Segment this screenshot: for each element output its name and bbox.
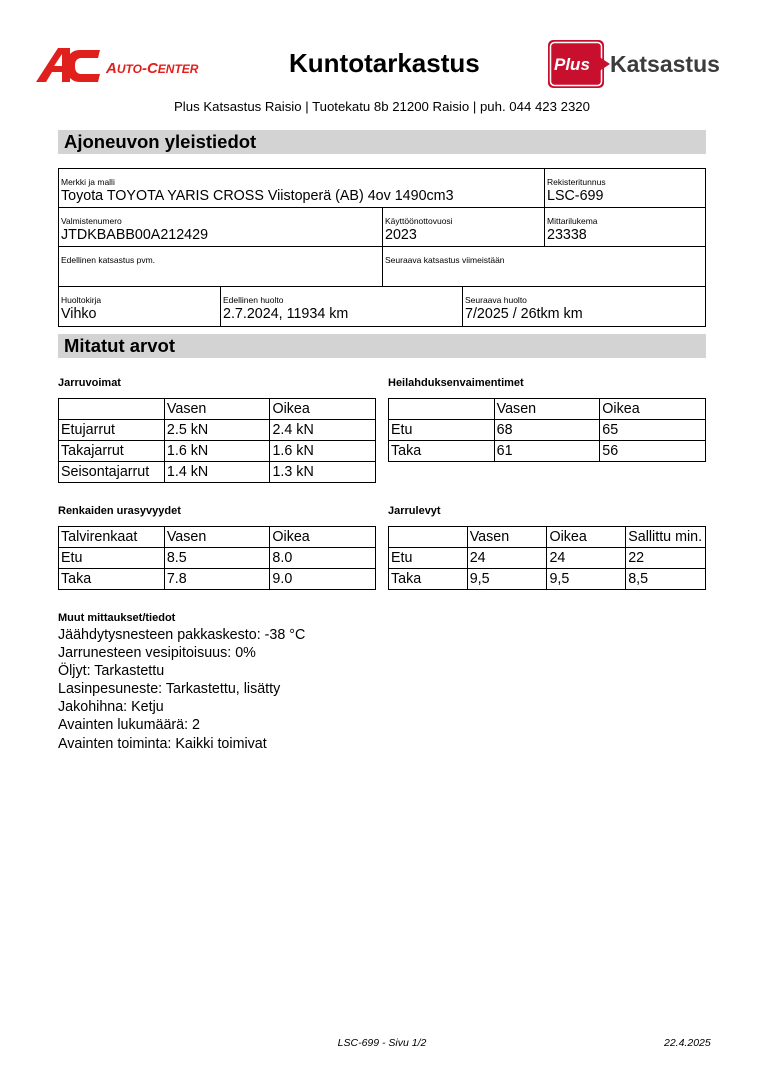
table-cell: Etu (389, 420, 495, 441)
section-header-measured (58, 334, 706, 358)
field-label: Valmistenumero (61, 216, 122, 226)
plus-katsastus-logo (548, 38, 734, 90)
list-item: Jakohihna: Ketju (58, 699, 164, 716)
table-row (389, 441, 706, 462)
tyres-title: Renkaiden urasyvyydet (58, 505, 181, 517)
table-cell: 24 (547, 548, 626, 569)
table-header-row (59, 399, 376, 420)
table-cell: Taka (389, 441, 495, 462)
table-header-row (389, 527, 706, 548)
vin-cell (58, 207, 383, 247)
list-item: Avainten toiminta: Kaikki toimivat (58, 735, 267, 752)
tyres-table (58, 526, 376, 590)
header-cell: Vasen (467, 527, 547, 548)
table-cell: 8.0 (270, 548, 376, 569)
header-cell (59, 399, 165, 420)
table-header-row (59, 527, 376, 548)
document-title: Kuntotarkastus (289, 48, 480, 78)
table-cell: 1.3 kN (270, 462, 376, 483)
field-label: Edellinen katsastus pvm. (61, 255, 156, 265)
table-cell: 9,5 (547, 569, 626, 590)
table-cell: 68 (494, 420, 600, 441)
table-cell: 2.4 kN (270, 420, 376, 441)
field-label: Seuraava huolto (465, 295, 527, 305)
shocks-table (388, 398, 706, 462)
list-item: Avainten lukumäärä: 2 (58, 717, 200, 734)
page-number: LSC-699 - Sivu 1/2 (337, 1037, 427, 1049)
field-value: 2023 (385, 227, 417, 243)
field-value: Toyota TOYOTA YARIS CROSS Viistoperä (AB) 4ov 1490cm3 (61, 188, 454, 204)
field-value: 7/2025 / 26tkm km (465, 306, 583, 322)
table-row (59, 548, 376, 569)
table-row (389, 420, 706, 441)
header-cell (389, 527, 468, 548)
field-value: Vihko (61, 306, 97, 322)
svg-text:Katsastus: Katsastus (610, 51, 720, 77)
brakes-title: Jarruvoimat (58, 377, 121, 389)
table-cell: Etu (59, 548, 165, 569)
svg-text:AUTO-CENTER: AUTO-CENTER (106, 60, 199, 77)
table-row (389, 548, 706, 569)
table-cell: 24 (467, 548, 547, 569)
service-book-cell (58, 286, 221, 327)
next-service-cell (462, 286, 706, 327)
section-title: Ajoneuvon yleistiedot (64, 131, 257, 152)
table-cell: 7.8 (164, 569, 270, 590)
previous-inspection-cell (58, 246, 383, 287)
next-inspection-cell (382, 246, 706, 287)
discs-table (388, 526, 706, 590)
header-cell: Vasen (164, 399, 270, 420)
auto-center-logo (36, 46, 236, 86)
field-value: LSC-699 (547, 188, 604, 204)
discs-title: Jarrulevyt (388, 505, 441, 517)
shocks-title: Heilahduksenvaimentimet (388, 377, 524, 389)
header-cell: Oikea (270, 527, 376, 548)
registration-cell (544, 168, 706, 208)
year-cell (382, 207, 545, 247)
header-cell: Sallittu min. (626, 527, 706, 548)
table-row (59, 569, 376, 590)
svg-text:Plus: Plus (554, 55, 590, 74)
table-row (389, 569, 706, 590)
brakes-table (58, 398, 376, 483)
table-cell: Etu (389, 548, 468, 569)
table-cell: 1.4 kN (164, 462, 270, 483)
field-value: 2.7.2024, 11934 km (223, 306, 349, 322)
odometer-cell (544, 207, 706, 247)
table-row (59, 420, 376, 441)
field-value: 23338 (547, 227, 587, 243)
header-cell (389, 399, 495, 420)
section-header-general (58, 130, 706, 154)
table-cell: 8.5 (164, 548, 270, 569)
list-item: Öljyt: Tarkastettu (58, 663, 165, 680)
table-cell: Etujarrut (59, 420, 165, 441)
table-cell: 1.6 kN (270, 441, 376, 462)
header-cell: Talvirenkaat (59, 527, 165, 548)
contact-line: Plus Katsastus Raisio | Tuotekatu 8b 21200 Raisio | puh. 044 423 2320 (174, 99, 590, 114)
table-cell: Seisontajarrut (59, 462, 165, 483)
header-cell: Vasen (494, 399, 600, 420)
table-cell: Taka (389, 569, 468, 590)
field-label: Seuraava katsastus viimeistään (385, 255, 505, 265)
section-title: Mitatut arvot (64, 335, 175, 356)
table-cell: 22 (626, 548, 706, 569)
table-row (59, 441, 376, 462)
table-cell: Taka (59, 569, 165, 590)
header-cell: Oikea (547, 527, 626, 548)
field-label: Käyttöönottovuosi (385, 216, 453, 226)
header-cell: Oikea (270, 399, 376, 420)
table-cell: Takajarrut (59, 441, 165, 462)
table-cell: 61 (494, 441, 600, 462)
list-item: Jäähdytysnesteen pakkaskesto: -38 °C (58, 627, 306, 643)
table-row (59, 462, 376, 483)
table-cell: 9,5 (467, 569, 547, 590)
field-label: Mittarilukema (547, 216, 598, 226)
field-label: Edellinen huolto (223, 295, 284, 305)
table-cell: 1.6 kN (164, 441, 270, 462)
other-measurements-title: Muut mittaukset/tiedot (58, 612, 176, 624)
header-cell: Vasen (164, 527, 270, 548)
field-label: Huoltokirja (61, 295, 102, 305)
other-measurements-list (58, 626, 305, 753)
table-cell: 9.0 (270, 569, 376, 590)
table-cell: 65 (600, 420, 706, 441)
header-cell: Oikea (600, 399, 706, 420)
table-header-row (389, 399, 706, 420)
field-label: Merkki ja malli (61, 177, 115, 187)
report-date: 22.4.2025 (664, 1037, 711, 1049)
list-item: Jarrunesteen vesipitoisuus: 0% (58, 645, 256, 662)
previous-service-cell (220, 286, 463, 327)
table-cell: 2.5 kN (164, 420, 270, 441)
table-cell: 8,5 (626, 569, 706, 590)
list-item: Lasinpesuneste: Tarkastettu, lisätty (58, 681, 281, 698)
field-label: Rekisteritunnus (547, 177, 606, 187)
field-value: JTDKBABB00A212429 (61, 227, 209, 243)
make-model-cell (58, 168, 545, 208)
table-cell: 56 (600, 441, 706, 462)
